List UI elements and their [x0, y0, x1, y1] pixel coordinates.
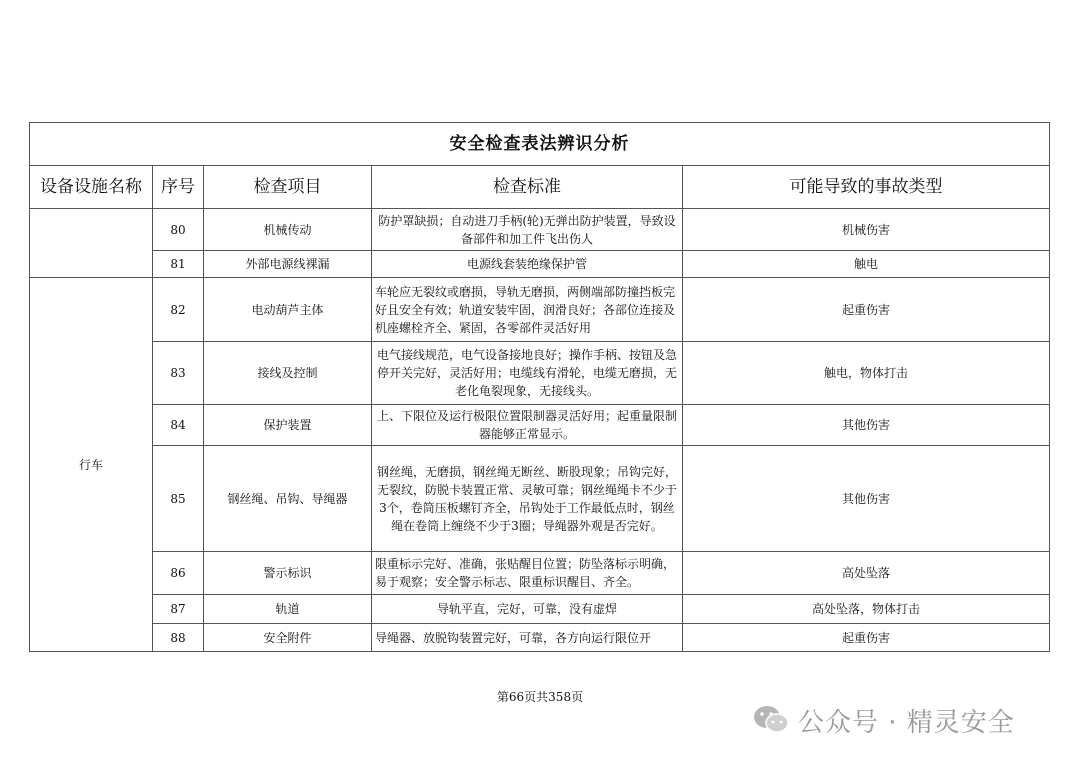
row-number: 85 — [153, 446, 204, 552]
row-item: 钢丝绳、吊钩、导绳器 — [204, 446, 372, 552]
row-item: 安全附件 — [204, 624, 372, 652]
header-number: 序号 — [153, 166, 204, 209]
row-standard: 导轨平直，完好，可靠，没有虚焊 — [372, 595, 683, 624]
row-standard: 上、下限位及运行极限位置限制器灵活好用；起重量限制器能够正常显示。 — [372, 405, 683, 446]
row-standard: 导绳器、放脱钩装置完好，可靠，各方向运行限位开 — [372, 624, 683, 652]
row-standard: 限重标示完好、准确，张贴醒目位置；防坠落标示明确，易于观察；安全警示标志、限重标识醒目、齐全。 — [372, 552, 683, 595]
table-row — [30, 405, 1050, 446]
table-row — [30, 251, 1050, 278]
equipment-cell-empty — [30, 209, 153, 278]
row-item: 保护装置 — [204, 405, 372, 446]
row-number: 81 — [153, 251, 204, 278]
row-accident: 机械伤害 — [683, 209, 1050, 251]
row-item: 接线及控制 — [204, 342, 372, 405]
table-row — [30, 624, 1050, 652]
page-footer: 第66页共358页 — [496, 690, 584, 704]
header-item: 检查项目 — [204, 166, 372, 209]
row-item: 机械传动 — [204, 209, 372, 251]
row-number: 82 — [153, 278, 204, 342]
row-standard: 防护罩缺损；自动进刀手柄(轮)无弹出防护装置，导致设备部件和加工件飞出伤人 — [372, 209, 683, 251]
table-row — [30, 446, 1050, 552]
header-accident: 可能导致的事故类型 — [683, 166, 1050, 209]
row-item: 警示标识 — [204, 552, 372, 595]
row-standard: 钢丝绳，无磨损，钢丝绳无断丝、断股现象；吊钩完好，无裂纹，防脱卡装置正常、灵敏可靠；钢丝绳绳卡不少于3个，卷筒压板螺钉齐全，吊钩处于工作最低点时，钢丝绳在卷筒上缠绕不少于3圈；导绳器外观是否完好。 — [372, 446, 683, 552]
row-number: 84 — [153, 405, 204, 446]
table-row — [30, 278, 1050, 342]
table-title: 安全检查表法辨识分析 — [30, 123, 1050, 166]
inspection-table — [29, 122, 1050, 652]
row-standard: 电气接线规范，电气设备接地良好；操作手柄、按钮及急停开关完好，灵活好用；电缆线有滑轮，电缆无磨损，无老化龟裂现象，无接线头。 — [372, 342, 683, 405]
wechat-icon — [752, 704, 790, 736]
row-accident: 触电，物体打击 — [683, 342, 1050, 405]
watermark-text: 公众号 · 精灵安全 — [798, 707, 1015, 738]
row-item: 外部电源线裸漏 — [204, 251, 372, 278]
row-accident: 其他伤害 — [683, 405, 1050, 446]
row-number: 86 — [153, 552, 204, 595]
table-row — [30, 342, 1050, 405]
row-accident: 其他伤害 — [683, 446, 1050, 552]
row-item: 电动葫芦主体 — [204, 278, 372, 342]
table-row — [30, 552, 1050, 595]
table-row — [30, 595, 1050, 624]
row-number: 80 — [153, 209, 204, 251]
row-number: 87 — [153, 595, 204, 624]
row-standard: 车轮应无裂纹或磨损，导轨无磨损，两侧端部防撞挡板完好且安全有效；轨道安装牢固，润滑良好；各部位连接及机座螺栓齐全、紧固，各零部件灵活好用 — [372, 278, 683, 342]
header-row — [30, 166, 1050, 209]
row-accident: 高处坠落 — [683, 552, 1050, 595]
row-accident: 高处坠落，物体打击 — [683, 595, 1050, 624]
watermark — [752, 700, 1015, 740]
row-accident: 起重伤害 — [683, 278, 1050, 342]
row-number: 83 — [153, 342, 204, 405]
header-standard: 检查标准 — [372, 166, 683, 209]
equipment-group-label: 行车 — [30, 278, 153, 652]
table-row — [30, 209, 1050, 251]
row-accident: 起重伤害 — [683, 624, 1050, 652]
row-number: 88 — [153, 624, 204, 652]
row-accident: 触电 — [683, 251, 1050, 278]
header-equipment: 设备设施名称 — [30, 166, 153, 209]
row-standard: 电源线套装绝缘保护管 — [372, 251, 683, 278]
row-item: 轨道 — [204, 595, 372, 624]
